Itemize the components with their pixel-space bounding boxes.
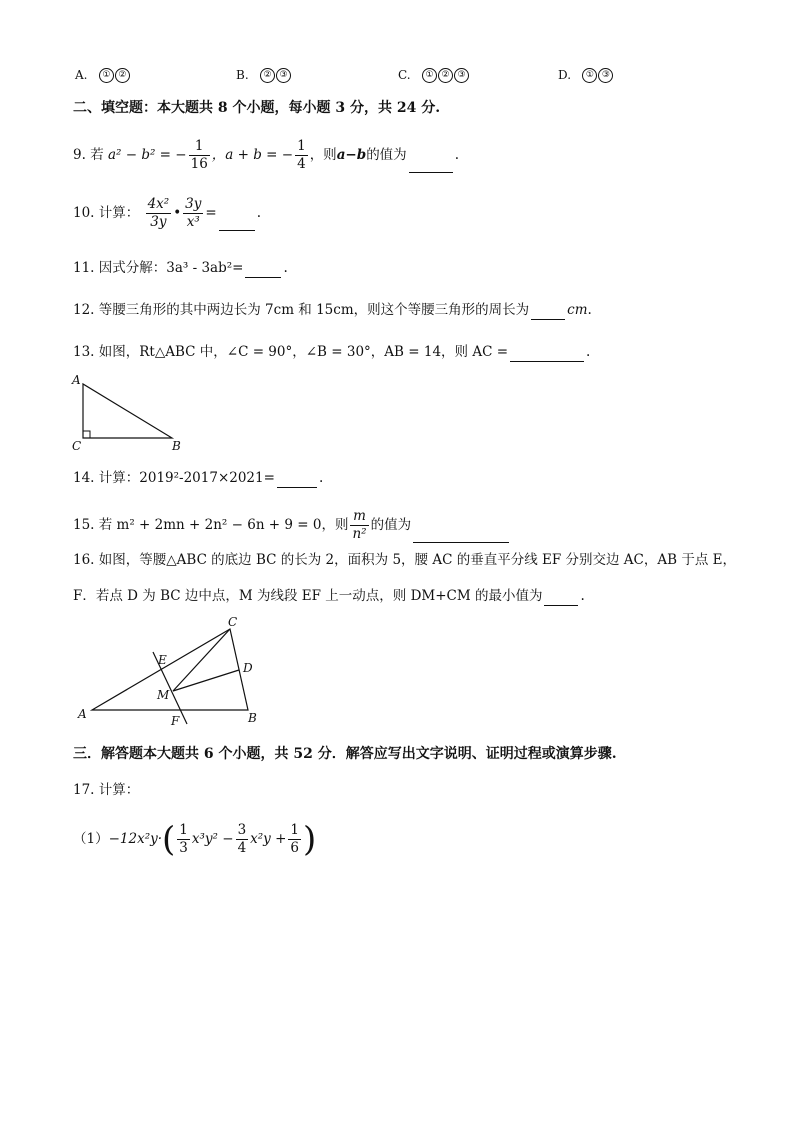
answer-blank-10[interactable] [219,216,255,231]
answer-blank-14[interactable] [277,473,317,488]
question-17-part-1: （1）−12x²y·( $\frac{1}{3}$ x³y² − $\frac{3}{4}$ x²y + $\frac{1}{6}$ ) [73,819,317,860]
triangle-abc [92,629,248,710]
answer-blank-11[interactable] [245,263,281,278]
label-c: C [72,439,82,453]
label-e: E [158,653,167,667]
question-16-line-1: 16. 如图，等腰△ABC 的底边 BC 的长为 2，面积为 5，腰 AC 的垂直平分线 EF 分别交边 AC，AB 于点 E， [73,552,736,568]
label-f: F [171,714,180,728]
answer-blank-15[interactable] [413,528,509,543]
option-a: A. ① ② [75,66,131,84]
label-b: B [248,711,257,725]
question-13: 13. 如图，Rt△ABC 中，∠C = 90°，∠B = 30°，AB = 14，则 AC = . [73,344,591,360]
label-b: B [172,439,181,453]
answer-blank-9[interactable] [409,158,453,173]
question-16-line-2: F．若点 D 为 BC 边中点，M 为线段 EF 上一动点，则 DM+CM 的最小值为 . [73,588,585,604]
question-11: 11. 因式分解：3a³ - 3ab²= . [73,260,288,276]
answer-blank-16[interactable] [544,591,578,606]
question-15: 15. 若 m² + 2mn + 2n² − 6n + 9 = 0，则 $\frac{m}{\text{n²}}$ 的值为 [73,508,511,543]
question-10: 10. 计算： $\frac{\text{4x²}}{3y}$ • $\frac{3y}{\text{x³}}$ = . [73,196,261,230]
question-9: 9. 若 a² − b² = − $\frac{1}{16}$ ，a + b = − $\frac{1}{4}$ ，则a−b的值为 . [73,138,459,172]
label-m: M [157,688,170,702]
label-a: A [78,707,87,721]
label-d: D [243,661,253,675]
triangle-abc [83,384,172,438]
section-2-title: 二、填空题：本大题共 8 个小题，每小题 3 分，共 24 分. [73,100,441,116]
answer-blank-12[interactable] [531,305,565,320]
section-3-title: 三．解答题本大题共 6 个小题，共 52 分．解答应写出文字说明、证明过程或演算步骤. [73,746,617,762]
right-angle-mark [83,431,90,438]
option-b: B. ② ③ [236,66,292,84]
figure-13-triangle [66,370,196,455]
label-c: C [228,615,238,629]
question-14: 14. 计算：2019²-2017×2021= . [73,470,324,486]
question-17: 17. 计算： [73,782,140,798]
option-c: C. ① ② ③ [398,66,470,84]
label-a: A [72,373,81,387]
question-12: 12. 等腰三角形的其中两边长为 7cm 和 15cm，则这个等腰三角形的周长为 cm. [73,302,592,318]
answer-blank-13[interactable] [510,347,584,362]
figure-16-triangle [70,612,270,732]
option-d: D. ① ③ [558,66,614,84]
